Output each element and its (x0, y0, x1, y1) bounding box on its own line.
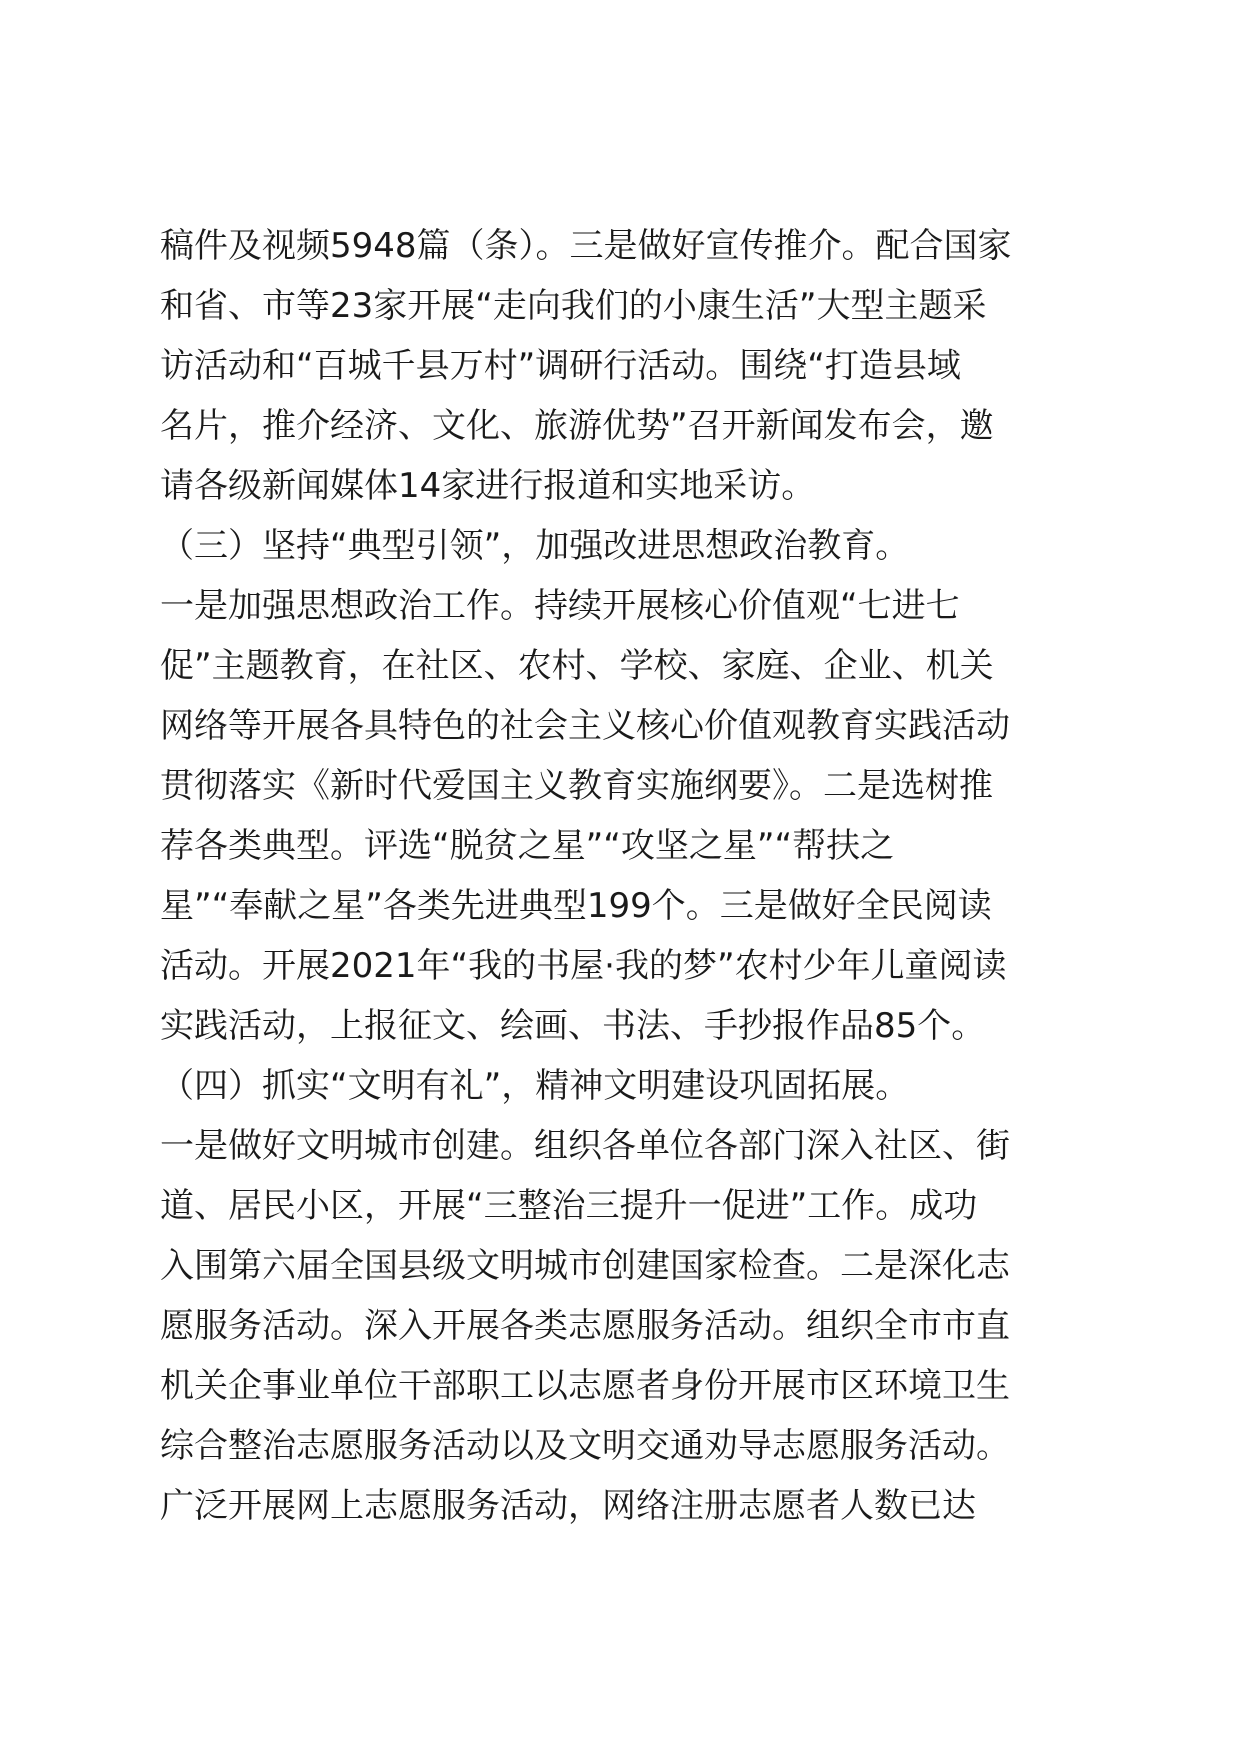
text-line: 访活动和“百城千县万村”调研行活动。围绕“打造县域 (160, 346, 961, 386)
text-line: 广泛开展网上志愿服务活动，网络注册志愿者人数已达 (160, 1486, 976, 1526)
text-line: 星”“奉献之星”各类先进典型199个。三是做好全民阅读 (160, 886, 992, 926)
text-line: 促”主题教育，在社区、农村、学校、家庭、企业、机关 (160, 646, 994, 686)
text-line: 网络等开展各具特色的社会主义核心价值观教育实践活动 (160, 706, 1010, 746)
text-line: 活动。开展2021年“我的书屋·我的梦”农村少年儿童阅读 (160, 946, 1007, 986)
body-text (160, 216, 1120, 1536)
text-line: 名片，推介经济、文化、旅游优势”召开新闻发布会，邀 (160, 406, 994, 446)
text-line: 愿服务活动。深入开展各类志愿服务活动。组织全市市直 (160, 1306, 1010, 1346)
text-line: 机关企事业单位干部职工以志愿者身份开展市区环境卫生 (160, 1366, 1010, 1406)
section-heading: （四）抓实“文明有礼”，精神文明建设巩固拓展。 (160, 1066, 910, 1106)
text-line: 一是加强思想政治工作。持续开展核心价值观“七进七 (160, 586, 960, 626)
section-heading: （三）坚持“典型引领”，加强改进思想政治教育。 (160, 526, 910, 566)
text-line: 入围第六届全国县级文明城市创建国家检查。二是深化志 (160, 1246, 1010, 1286)
text-line: 稿件及视频5948篇（条）。三是做好宣传推介。配合国家 (160, 226, 1012, 266)
text-line: 荐各类典型。评选“脱贫之星”“攻坚之星”“帮扶之 (160, 826, 895, 866)
text-line: 综合整治志愿服务活动以及文明交通劝导志愿服务活动。 (160, 1426, 1010, 1466)
text-line: 一是做好文明城市创建。组织各单位各部门深入社区、街 (160, 1126, 1010, 1166)
text-line: 和省、市等23家开展“走向我们的小康生活”大型主题采 (160, 286, 987, 326)
text-line: 实践活动，上报征文、绘画、书法、手抄报作品85个。 (160, 1006, 986, 1046)
text-line: 道、居民小区，开展“三整治三提升一促进”工作。成功 (160, 1186, 978, 1226)
text-line: 贯彻落实《新时代爱国主义教育实施纲要》。二是选树推 (160, 766, 993, 806)
text-line: 请各级新闻媒体14家进行报道和实地采访。 (160, 466, 816, 506)
